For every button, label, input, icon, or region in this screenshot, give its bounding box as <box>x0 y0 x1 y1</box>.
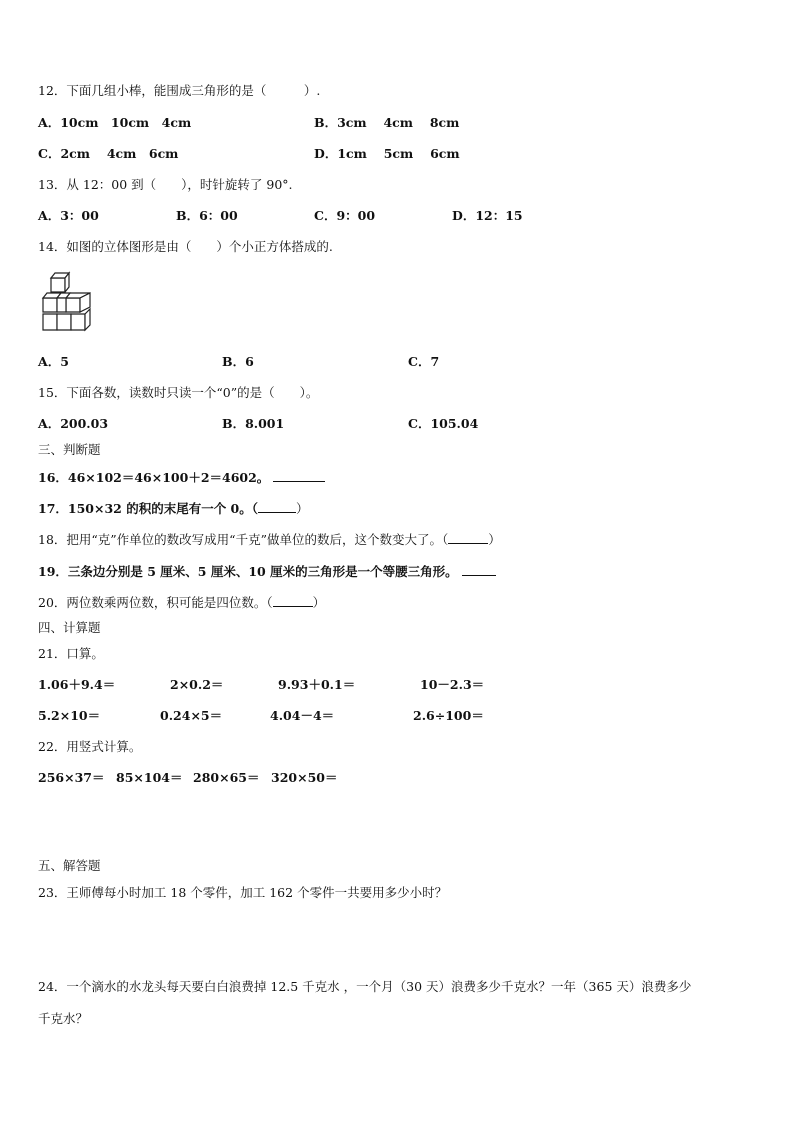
q12-option-a[interactable]: A．10cm 10cm 4cm <box>38 115 192 130</box>
q14-option-a[interactable]: A．5 <box>38 354 69 369</box>
stacked-cubes-figure <box>40 268 94 338</box>
q17 <box>38 500 309 517</box>
q20-text: 20．两位数乘两位数，积可能是四位数。（ <box>38 595 273 610</box>
q21-row1-item4: 10－2.3＝ <box>420 677 485 692</box>
q12-stem: 12．下面几组小棒，能围成三角形的是（ ）. <box>38 83 321 98</box>
q21-stem: 21．口算。 <box>38 646 104 661</box>
q19 <box>38 563 496 580</box>
q22-stem: 22．用竖式计算。 <box>38 739 142 754</box>
q15-option-c[interactable]: C．105.04 <box>408 416 479 431</box>
q18 <box>38 531 501 548</box>
section-heading-word-problems: 五、解答题 <box>38 858 101 873</box>
q12-option-d[interactable]: D．1cm 5cm 6cm <box>314 146 460 161</box>
q12-option-b[interactable]: B．3cm 4cm 8cm <box>314 115 460 130</box>
q16 <box>38 469 325 486</box>
q15-option-a[interactable]: A．200.03 <box>38 416 109 431</box>
q22-item4: 320×50＝ <box>271 770 338 785</box>
q13-option-b[interactable]: B．6：00 <box>176 208 238 223</box>
q15-stem: 15．下面各数，读数时只读一个“0”的是（ ）。 <box>38 385 319 400</box>
q21-row2-item3: 4.04－4＝ <box>270 708 335 723</box>
q14-option-c[interactable]: C．7 <box>408 354 440 369</box>
q21-row2-item2: 0.24×5＝ <box>160 708 223 723</box>
q13-option-a[interactable]: A．3：00 <box>38 208 99 223</box>
q12-option-c[interactable]: C．2cm 4cm 6cm <box>38 146 179 161</box>
q21-row2-item4: 2.6÷100＝ <box>413 708 484 723</box>
q22-item1: 256×37＝ <box>38 770 105 785</box>
q21-row2-item1: 5.2×10＝ <box>38 708 101 723</box>
q16-text: 16．46×102＝46×100＋2＝4602。 <box>38 470 270 485</box>
section-heading-judgment: 三、判断题 <box>38 442 101 457</box>
q19-answer-blank[interactable] <box>462 563 496 576</box>
q13-stem: 13．从 12：00 到（ ），时针旋转了 90°. <box>38 177 293 192</box>
q21-row1-item2: 2×0.2＝ <box>170 677 224 692</box>
q17-close-paren: ） <box>296 501 309 516</box>
q22-item3: 280×65＝ <box>193 770 260 785</box>
q18-text: 18．把用“克”作单位的数改写成用“千克”做单位的数后，这个数变大了。（ <box>38 532 449 547</box>
q23: 23．王师傅每小时加工 18 个零件，加工 162 个零件一共要用多少小时？ <box>38 885 448 900</box>
q24-line1: 24．一个滴水的水龙头每天要白白浪费掉 12.5 千克水 ，一个月（30 天）浪费多少千克水？一年（365 天）浪费多少 <box>38 979 692 994</box>
q17-answer-blank[interactable] <box>258 500 296 513</box>
q18-close-paren: ） <box>488 532 501 547</box>
q20 <box>38 594 325 611</box>
q16-answer-blank[interactable] <box>273 469 325 482</box>
q14-stem: 14．如图的立体图形是由（ ）个小正方体搭成的. <box>38 239 333 254</box>
q24-line2: 千克水？ <box>38 1011 89 1026</box>
q14-option-b[interactable]: B．6 <box>222 354 254 369</box>
q18-answer-blank[interactable] <box>448 531 488 544</box>
q20-close-paren: ） <box>312 595 326 610</box>
q13-option-c[interactable]: C．9：00 <box>314 208 376 223</box>
q21-row1-item3: 9.93＋0.1＝ <box>278 677 356 692</box>
q19-text: 19．三条边分别是 5 厘米、5 厘米、10 厘米的三角形是一个等腰三角形。 <box>38 564 458 579</box>
q21-row1-item1: 1.06＋9.4＝ <box>38 677 116 692</box>
section-heading-calculation: 四、计算题 <box>38 620 101 635</box>
q13-option-d[interactable]: D．12：15 <box>452 208 523 223</box>
q15-option-b[interactable]: B．8.001 <box>222 416 285 431</box>
q22-item2: 85×104＝ <box>116 770 183 785</box>
q20-answer-blank[interactable] <box>273 594 313 607</box>
q17-text: 17．150×32 的积的末尾有一个 0。（ <box>38 501 259 516</box>
